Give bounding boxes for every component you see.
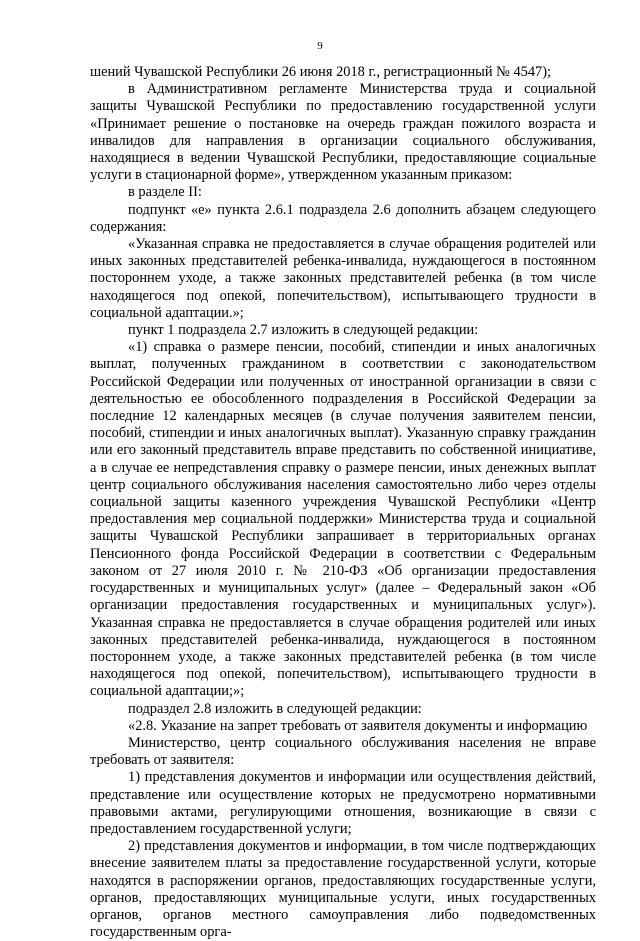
paragraph: в разделе II:	[128, 184, 202, 201]
paragraph: подраздел 2.8 изложить в следующей редакции:	[128, 700, 422, 717]
page-number: 9	[317, 40, 323, 52]
paragraph: пункт 1 подраздела 2.7 изложить в следующей редакции:	[128, 322, 479, 339]
paragraph: 1) представления документов и информации или осуществления действий, представление или осуществление которых не предусмотрено нормативными правовыми актами, регулирующими отношения, возникающие в связи с предоставлением государственной услуги;	[90, 769, 596, 837]
paragraph: шений Чувашской Республики 26 июня 2018 г., регистрационный № 4547);	[90, 64, 552, 80]
paragraph: подпункт «е» пункта 2.6.1 подраздела 2.6 дополнить абзацем следующего содержания:	[90, 201, 596, 235]
paragraph: «1) справка о размере пенсии, пособий, стипендии и иных аналогичных выплат, полученных гражданином в соответствии с законодательством Российской Федерации или полученных от иностранной организации в связи с деятельностью ее обособленного подразделения в Российской Федерации за последние 12 календарных месяцев (в случае получения заявителем пенсии, пособий, стипендии и иных аналогичных выплат). Указанную справку гражданин или его законный представитель вправе представить по собственной инициативе, а в случае ее непредставления справку о размере пенсии, иных денежных выплат центр социального обслуживания населения самостоятельно либо через отделы социальной защиты казенного учреждения Чувашской Республики «Центр предоставления мер социальной поддержки» Министерства труда и социальной защиты Чувашской Республики запрашивает в территориальных органах Пенсионного фонда Российской Федерации в соответствии с Федеральным законом от 27 июля 2010 г. № 210-ФЗ «Об организации предоставления государственных и муниципальных услуг» (далее – Федеральный закон «Об организации предоставления государственных и муниципальных услуг»). Указанная справка не предоставляется в случае обращения родителей или иных законных представителей ребенка-инвалида, нуждающегося в постоянном постороннем уходе, а также законных представителей ребенка (в том числе находящегося под опекой, попечительством), испытывающего трудности в социальной адаптации;»;	[90, 339, 596, 700]
paragraph: «Указанная справка не предоставляется в случае обращения родителей или иных законных представителей ребенка-инвалида, нуждающегося в постоянном постороннем уходе, а также законных представителей ребенка (в том числе находящегося под опекой, попечительством), испытывающего трудности в социальной адаптации.»;	[90, 236, 596, 321]
paragraph: «2.8. Указание на запрет требовать от заявителя документы и информацию	[128, 717, 588, 734]
paragraph: в Административном регламенте Министерства труда и социальной защиты Чувашской Республики по предоставлению государственной услуги «Принимает решение о постановке на очередь граждан пожилого возраста и инвалидов для направления в организации социального обслуживания, находящиеся в ведении Чувашской Республики, предоставляющие социальные услуги в стационарной форме», утвержденном указанным приказом:	[90, 81, 596, 184]
document-body	[90, 64, 596, 941]
paragraph: Министерство, центр социального обслуживания населения не вправе требовать от заявителя:	[90, 734, 596, 769]
paragraph: 2) представления документов и информации, в том числе подтверждающих внесение заявителем платы за предоставление государственной услуги, которые находятся в распоряжении органов, предоставляющих государственные услуги, органов, предоставляющих муниципальные услуги, иных государственных органов, органов местного самоуправления либо подведомственных государственным орга-	[90, 838, 596, 941]
